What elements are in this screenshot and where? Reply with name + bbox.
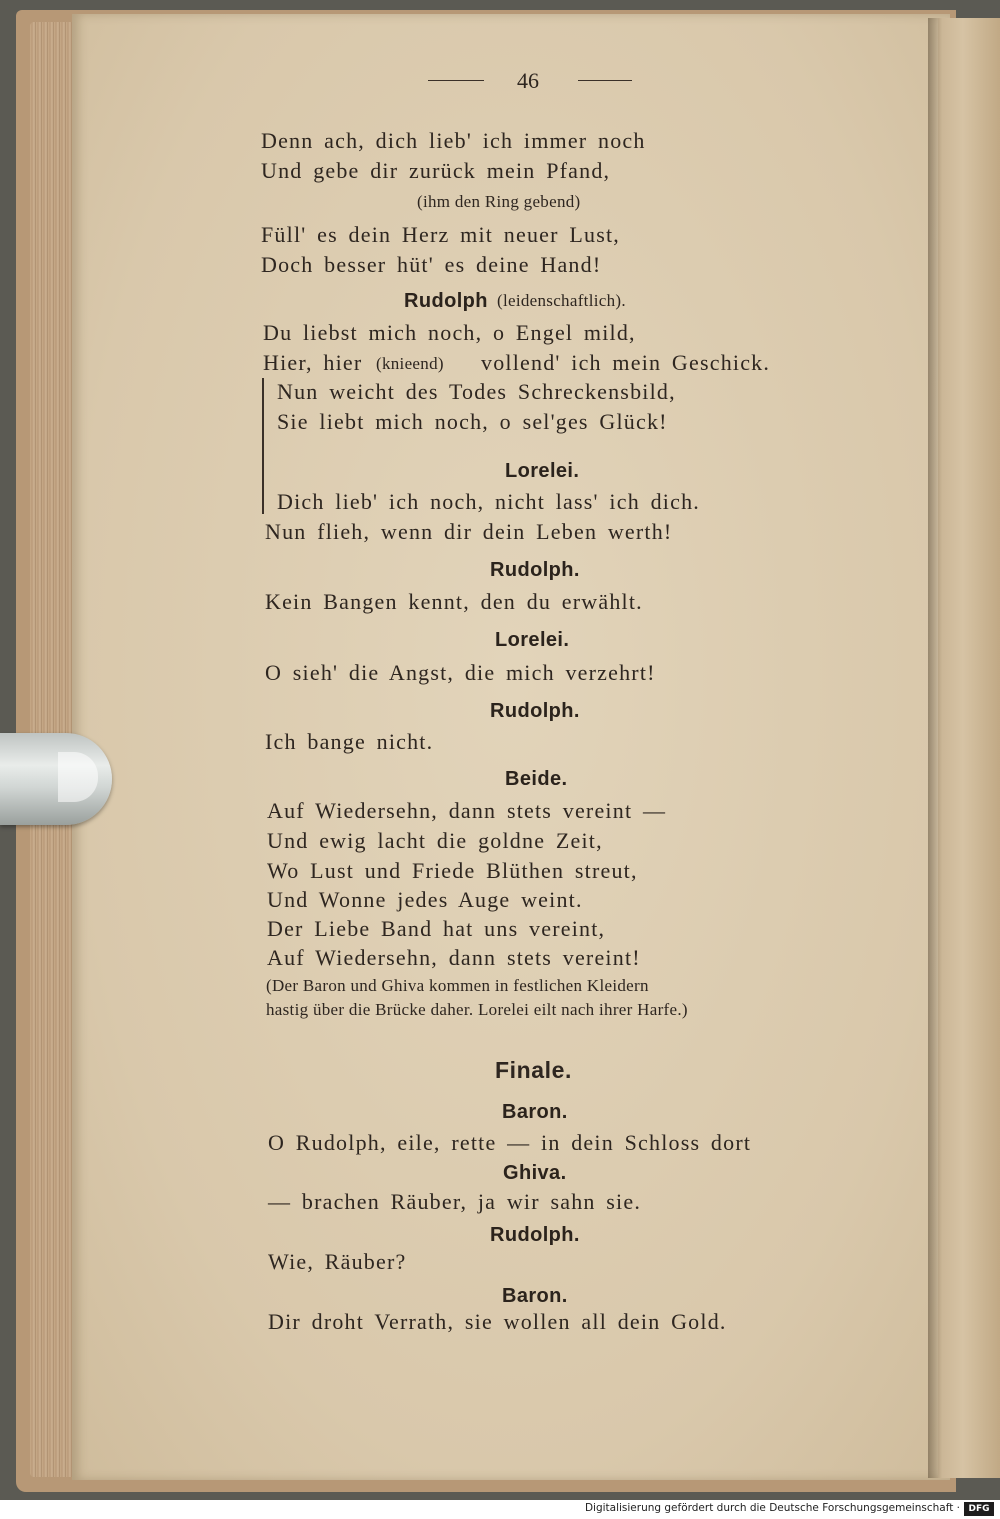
verse-line: O Rudolph, eile, rette — in dein Schloss dort: [268, 1130, 752, 1155]
stage-direction: (leidenschaftlich).: [497, 291, 626, 310]
section-heading: Finale.: [495, 1057, 573, 1083]
speaker-name: Rudolph: [404, 290, 488, 312]
speaker-name: Rudolph.: [490, 559, 580, 581]
verse-line: Ich bange nicht.: [265, 729, 434, 754]
verse-line: O sieh' die Angst, die mich verzehrt!: [265, 660, 656, 685]
speaker-name: Baron.: [502, 1285, 568, 1307]
page-number: 46: [517, 68, 539, 93]
verse-line: Wie, Räuber?: [268, 1249, 407, 1274]
stage-direction: (knieend): [376, 354, 444, 373]
verse-line: Und gebe dir zurück mein Pfand,: [261, 158, 611, 183]
verse-line: Du liebst mich noch, o Engel mild,: [263, 320, 636, 345]
verse-line: Kein Bangen kennt, den du erwählt.: [265, 589, 643, 614]
speaker-name: Ghiva.: [503, 1162, 567, 1184]
verse-line: — brachen Räuber, ja wir sahn sie.: [268, 1189, 642, 1214]
verse-line: Wo Lust und Friede Blüthen streut,: [267, 858, 638, 883]
dfg-logo: DFG: [964, 1502, 994, 1516]
duet-brace: [262, 378, 274, 514]
verse-line: Auf Wiedersehn, dann stets vereint!: [267, 945, 641, 970]
header-rule-right: [578, 80, 632, 81]
speaker-name: Beide.: [505, 768, 568, 790]
next-page-edge: [938, 18, 1000, 1478]
stage-direction: (ihm den Ring gebend): [417, 192, 581, 211]
speaker-name: Baron.: [502, 1101, 568, 1123]
verse-line: Dich lieb' ich noch, nicht lass' ich dich.: [277, 489, 700, 514]
stage-direction: (Der Baron und Ghiva kommen in festlichen Kleidern: [266, 976, 649, 995]
speaker-name: Rudolph.: [490, 700, 580, 722]
verse-line: Hier, hier: [263, 350, 363, 375]
verse-line: Füll' es dein Herz mit neuer Lust,: [261, 222, 620, 247]
verse-line: Sie liebt mich noch, o sel'ges Glück!: [277, 409, 668, 434]
stage-direction: hastig über die Brücke daher. Lorelei eilt nach ihrer Harfe.): [266, 1000, 688, 1019]
verse-line: Und ewig lacht die goldne Zeit,: [267, 828, 603, 853]
verse-line: Doch besser hüt' es deine Hand!: [261, 252, 602, 277]
verse-line: Nun flieh, wenn dir dein Leben werth!: [265, 519, 673, 544]
header-rule-left: [428, 80, 484, 81]
verse-line: Und Wonne jedes Auge weint.: [267, 887, 583, 912]
speaker-name: Rudolph.: [490, 1224, 580, 1246]
verse-line: Auf Wiedersehn, dann stets vereint —: [267, 798, 667, 823]
speaker-name: Lorelei.: [495, 629, 570, 651]
verse-line: Der Liebe Band hat uns vereint,: [267, 916, 606, 941]
gutter-shadow: [928, 18, 942, 1478]
verse-line: Denn ach, dich lieb' ich immer noch: [261, 128, 646, 153]
verse-line: vollend' ich mein Geschick.: [481, 350, 771, 375]
verse-line: Nun weicht des Todes Schreckensbild,: [277, 379, 676, 404]
funding-credit: Digitalisierung gefördert durch die Deutsche Forschungsgemeinschaft ·: [584, 1502, 960, 1514]
verse-line: Dir droht Verrath, sie wollen all dein Gold.: [268, 1309, 727, 1334]
speaker-name: Lorelei.: [505, 460, 580, 482]
